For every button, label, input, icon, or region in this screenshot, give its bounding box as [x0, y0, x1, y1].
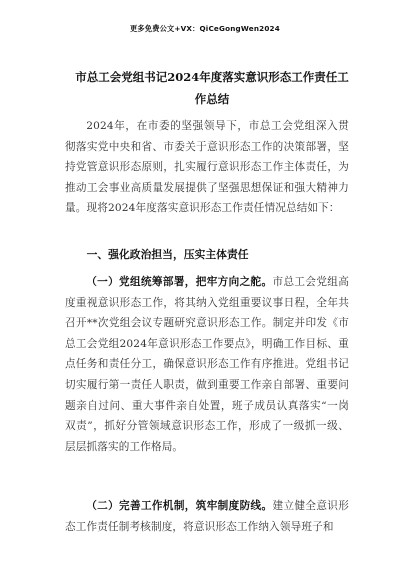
header-note: 更多免费公文+VX：QiCeGongWen2024 — [130, 24, 280, 33]
item-2-paragraph — [65, 496, 349, 537]
intro-text: 2024年，在市委的坚强领导下，市总工会党组深入贯彻落实党中央和省、市委关于意识形态工作的决策部署，坚持党管意识形态原则，扎实履行意识形态工作主体责任，为推动工会事业高质量发展提供了坚强思想保证和强大精神力量。现将2024年度落实意识形态工作责任情况总结如下： — [65, 120, 349, 215]
item-2-text: 建立健全意识形态工作责任制考核制度，将意识形态工作纳入领导班子和 — [65, 500, 349, 533]
item-1-paragraph — [65, 272, 349, 457]
item-1-text: 市总工会党组高度重视意识形态工作，将其纳入党组重要议事日程，全年共召开**次党组会议专题研究意识形态工作。制定并印发《市总工会党组2024年意识形态工作要点》，明确工作目标、重点任务和责任分工，确保意识形态工作有序推进。党组书记切实履行第一责任人职责，做到重要工作亲自部署、重要问题亲自过问、重大事件亲自处置，班子成员认真落实“一岗双责”，抓好分管领域意识形态工作，形成了一级抓一级、层层抓落实的工作格局。 — [65, 276, 349, 453]
item-1-lead: （一）党组统筹部署，把牢方向之舵。 — [86, 276, 273, 288]
document-title: 市总工会党组书记2024年度落实意识形态工作责任工作总结 — [75, 70, 349, 106]
item-2-lead: （二）完善工作机制，筑牢制度防线。 — [86, 500, 273, 512]
intro-paragraph — [65, 116, 349, 219]
section-heading-1: 一、强化政治担当，压实主体责任 — [86, 248, 249, 261]
